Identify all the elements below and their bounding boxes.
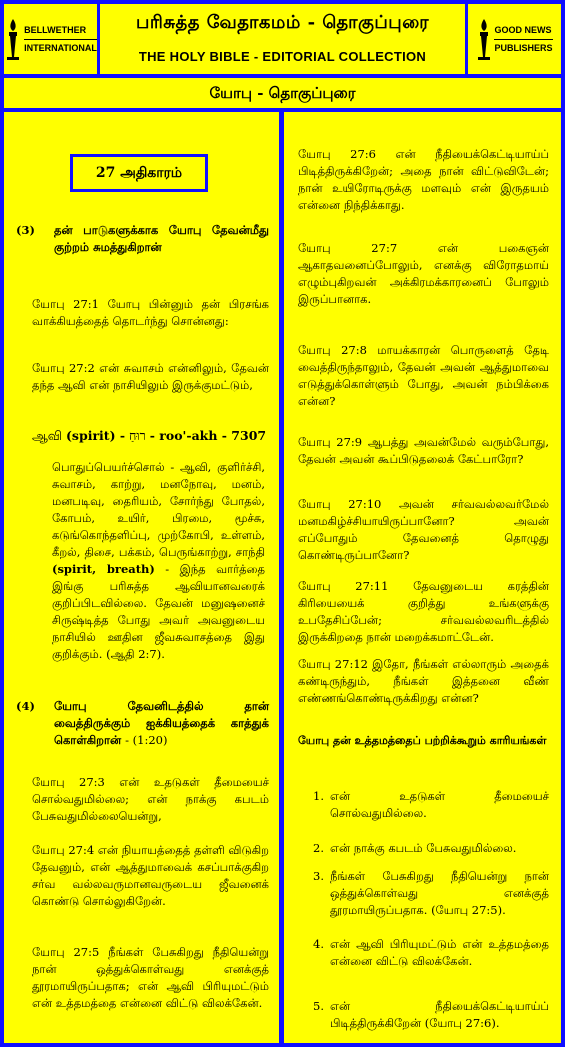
word-translit: - roo'-akh - 7307 xyxy=(149,428,267,443)
section-3-heading xyxy=(16,222,269,256)
verse-27-6: யோபு 27:6 என் நீதியைக்கெட்டியாய்ப் பிடித்திருக்கிறேன்; அதை நான் விட்டுவிடேன்; நான் உயிரோடிருக்கு மளவும் என் இருதயம் என்னை நிந்திக்காது. xyxy=(298,147,549,212)
verse-27-8: யோபு 27:8 மாயக்காரன் பொருளைத் தேடி வைத்திருந்தாலும், தேவன் அவன் ஆத்துமாவை எடுத்துக்கொள்ளும் போது, அவன் நம்பிக்கை என்ன? xyxy=(298,343,549,408)
list-item xyxy=(298,788,549,822)
list-item-text: என் நாக்கு கபடம் பேசுவதுமில்லை. xyxy=(330,841,517,855)
logo-left-line1: BELLWETHER xyxy=(24,24,87,35)
section-number: (4) xyxy=(16,699,35,713)
title-tamil: பரிசுத்த வேதாகமம் - தொகுப்புரை xyxy=(135,12,430,33)
logo-right-line2: PUBLISHERS xyxy=(494,42,553,53)
list-item-text: என் நீதியைக்கெட்டியாய்ப் பிடித்திருக்கிறேன் (யோபு 27:6). xyxy=(330,999,549,1030)
word-study-line xyxy=(32,427,273,444)
header-title xyxy=(100,4,465,74)
list-item-number: 5. xyxy=(313,999,324,1013)
subtitle-bar: யோபு - தொகுப்புரை xyxy=(4,78,561,108)
word-tamil: ஆவி xyxy=(32,428,63,443)
definition-text: பொதுப்பெயர்ச்சொல் - ஆவி, குளிர்ச்சி, சுவாசம், காற்று, மனநோவு, மனம், மனபடிவு, தைரியம், சோர்ந்து போதல், கோபம், உயிர், பிரமை, மூச்சு, கடுங்கொந்தளிப்பு, முற்கோபி, உள்ளம், கீறல், திசை, பக்கம், பெருங்காற்று, சாந்தி xyxy=(52,460,265,559)
verse-27-2: யோபு 27:2 என் சுவாசம் என்னிலும், தேவன் தந்த ஆவி என் நாசியிலும் இருக்குமட்டும், xyxy=(32,361,269,392)
word-definition xyxy=(52,459,265,663)
verse-27-5: யோபு 27:5 நீங்கள் பேசுகிறது நீதியென்று நான் ஒத்துக்கொள்வது எனக்குத் தூரமாயிருப்பதாக; என் ஆவி பிரியுமட்டும் என் உத்தமத்தை என்னை விட்டு விலக்கேன். xyxy=(32,945,269,1010)
verse-27-4: யோபு 27:4 என் நியாயத்தைத் தள்ளி விடுகிற தேவனும், என் ஆத்துமாவைக் கசப்பாக்குகிற சர்வ வல்லவருமானவருடைய ஜீவனைக் கொண்டு சொல்லுகிறேன். xyxy=(32,843,269,908)
word-english: (spirit) - xyxy=(66,428,126,443)
section-title: தன் பாடுகளுக்காக யோபு தேவன்மீது குற்றம் சுமத்துகிறான் xyxy=(54,223,269,254)
section-title: யோபு தேவனிடத்தில் தான் வைத்திருக்கும் ஐக்கியத்தைக் காத்துக் கொள்கிறான் xyxy=(54,699,269,747)
section-4-heading xyxy=(16,698,269,749)
verse-27-3: யோபு 27:3 என் உதடுகள் தீமையைச் சொல்வதுமில்லை; என் நாக்கு கபடம் பேசுவதுமில்லையென்று, xyxy=(32,775,269,823)
torch-icon xyxy=(476,17,492,61)
list-item-number: 3. xyxy=(313,869,324,883)
definition-note: - இந்த வார்த்தை இங்கு பரிசுத்த ஆவியானவரைக் குறிப்பிடவில்லை. தேவன் மனுஷனைச் சிருஷ்டித்த போது அவர் அவனுடைய நாசியில் ஊதின ஜீவசுவாசத்தை இது குறிக்கும். (ஆதி 2:7). xyxy=(52,562,266,661)
verse-27-1: யோபு 27:1 யோபு பின்னும் தன் பிரசங்க வாக்கியத்தைத் தொடர்ந்து சொன்னது: xyxy=(32,297,269,328)
right-column xyxy=(284,112,561,1043)
list-item-number: 2. xyxy=(313,841,324,855)
definition-english: (spirit, breath) xyxy=(52,562,155,576)
verse-27-10: யோபு 27:10 அவன் சர்வவல்லவர்மேல் மனமகிழ்ச்சியாயிருப்பானோ? அவன் எப்போதும் தேவனைத் தொழுது கொண்டிருப்பானோ? xyxy=(298,497,549,562)
list-item-text: என் உதடுகள் தீமையைச் சொல்வதுமில்லை. xyxy=(330,789,549,820)
torch-icon xyxy=(4,17,22,61)
verse-27-7: யோபு 27:7 என் பகைஞன் ஆகாதவனைப்போலும், எனக்கு விரோதமாய் எழும்புகிறவன் அக்கிரமக்காரனைப் போலும் இருப்பானாக. xyxy=(298,241,549,306)
list-item xyxy=(298,936,549,970)
title-english: THE HOLY BIBLE - EDITORIAL COLLECTION xyxy=(138,49,427,64)
word-hebrew: רוּחַ xyxy=(129,428,146,443)
section-number: (3) xyxy=(16,223,35,237)
list-item-text: நீங்கள் பேசுகிறது நீதியென்று நான் ஒத்துக்கொள்வது எனக்குத் தூரமாயிருப்பதாக. (யோபு 27:5). xyxy=(330,869,549,917)
section-reference: - (1:20) xyxy=(125,733,168,747)
list-item-text: என் ஆவி பிரியுமட்டும் என் உத்தமத்தை என்னை விட்டு விலக்கேன். xyxy=(330,937,549,968)
verse-27-11: யோபு 27:11 தேவனுடைய கரத்தின் கிரியையைக் குறித்து உங்களுக்கு உபதேசிப்பேன்; சர்வவல்லவரிடத்தில் இருக்கிறதை நான் மறைக்கமாட்டேன். xyxy=(298,579,549,644)
left-column xyxy=(4,112,279,1043)
verse-27-9: யோபு 27:9 ஆபத்து அவன்மேல் வரும்போது, தேவன் அவன் கூப்பிடுதலைக் கேட்பாரோ? xyxy=(298,435,549,466)
list-heading: யோபு தன் உத்தமத்தைப் பற்றிக்கூறும் காரியங்கள் xyxy=(298,734,547,747)
list-item-number: 1. xyxy=(313,789,324,803)
good-news-logo xyxy=(468,4,561,74)
list-item-number: 4. xyxy=(313,937,324,951)
verse-27-12: யோபு 27:12 இதோ, நீங்கள் எல்லாரும் அதைக் கண்டிருந்தும், நீங்கள் இத்தனை வீண் எண்ணங்கொண்டிருக்கிறது என்ன? xyxy=(298,657,549,705)
bellwether-logo xyxy=(4,4,97,74)
list-item xyxy=(298,840,549,857)
chapter-box: 27 அதிகாரம் xyxy=(70,154,208,192)
list-item xyxy=(298,868,549,919)
list-item xyxy=(298,998,549,1032)
logo-left-line2: INTERNATIONAL xyxy=(24,42,97,53)
logo-right-line1: GOOD NEWS xyxy=(494,24,552,35)
